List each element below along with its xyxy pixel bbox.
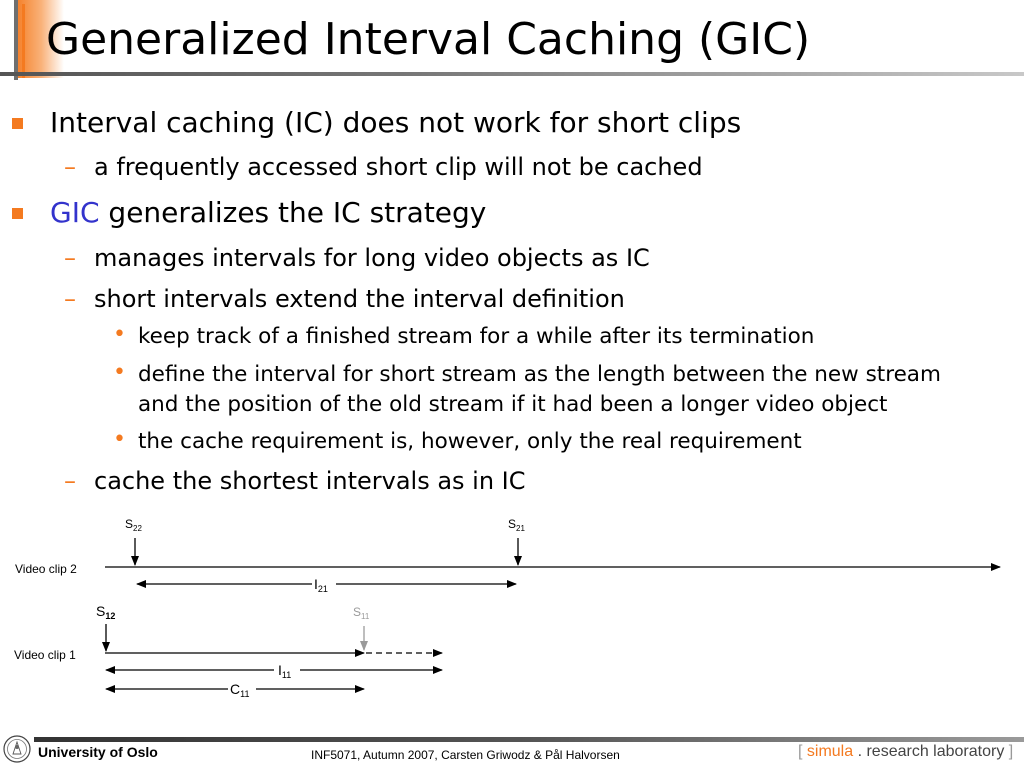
bullet-text: the cache requirement is, however, only the real requirement xyxy=(138,429,802,454)
interval-diagram xyxy=(0,510,1024,710)
bullet-text: keep track of a finished stream for a while after its termination xyxy=(138,324,815,349)
gic-highlight: GIC xyxy=(50,196,100,229)
dot-bullet-icon: • xyxy=(113,427,126,452)
bullet-level1 xyxy=(50,196,486,230)
bullet-level3 xyxy=(113,427,802,457)
c11-label: $C_{11}$ xyxy=(230,681,250,699)
university-name: University of Oslo xyxy=(38,744,158,760)
bullet-text: Interval caching (IC) does not work for short clips xyxy=(50,106,742,139)
clip1-label: Video clip 1 xyxy=(14,648,76,662)
title-bar xyxy=(0,0,1024,84)
bullet-text: cache the shortest intervals as in IC xyxy=(94,467,526,495)
bullet-text: and the position of the old stream if it had been a longer video object xyxy=(138,392,888,417)
dot-bullet-icon: • xyxy=(113,322,126,347)
university-seal-icon xyxy=(2,734,32,764)
slide-title: Generalized Interval Caching (GIC) xyxy=(46,14,811,65)
bullet-level1 xyxy=(50,106,741,140)
bullet-level3 xyxy=(113,360,941,390)
bullet-level3 xyxy=(113,322,815,352)
i21-label: $I_{21}$ xyxy=(314,576,328,594)
slide-footer xyxy=(0,742,1024,768)
bullet-text: generalizes the IC strategy xyxy=(99,196,487,229)
bullet-text: short intervals extend the interval definition xyxy=(94,285,625,313)
dash-bullet-icon: – xyxy=(64,285,76,313)
title-underline xyxy=(0,72,1024,76)
title-vertical-accent xyxy=(22,4,25,78)
dot-bullet-icon: • xyxy=(113,360,126,385)
bullet-level3-continuation xyxy=(138,390,887,420)
clip2-label: Video clip 2 xyxy=(15,562,77,576)
square-bullet-icon xyxy=(12,208,23,219)
title-vertical-rule xyxy=(14,0,18,80)
s11-label: $S_{11}$ xyxy=(353,605,370,621)
lab-logo-text: [ simula . research laboratory ] xyxy=(798,743,1014,760)
bullet-text: define the interval for short stream as the length between the new stream xyxy=(138,362,941,387)
bullet-text: manages intervals for long video objects as IC xyxy=(94,244,650,272)
bullet-text: a frequently accessed short clip will not be cached xyxy=(94,153,703,181)
dash-bullet-icon: – xyxy=(64,244,76,272)
s21-label: $S_{21}$ xyxy=(508,517,525,533)
i11-label: $I_{11}$ xyxy=(278,662,292,680)
bullet-level2 xyxy=(64,243,650,273)
bullet-level2 xyxy=(64,152,703,182)
dash-bullet-icon: – xyxy=(64,153,76,181)
dash-bullet-icon: – xyxy=(64,467,76,495)
bullet-level2 xyxy=(64,284,625,314)
square-bullet-icon xyxy=(12,118,23,129)
s22-label: $S_{22}$ xyxy=(125,517,142,533)
bullet-level2 xyxy=(64,466,526,496)
course-info: INF5071, Autumn 2007, Carsten Griwodz & Pål Halvorsen xyxy=(311,748,620,762)
s12-label: $S_{12}$ xyxy=(96,603,116,621)
